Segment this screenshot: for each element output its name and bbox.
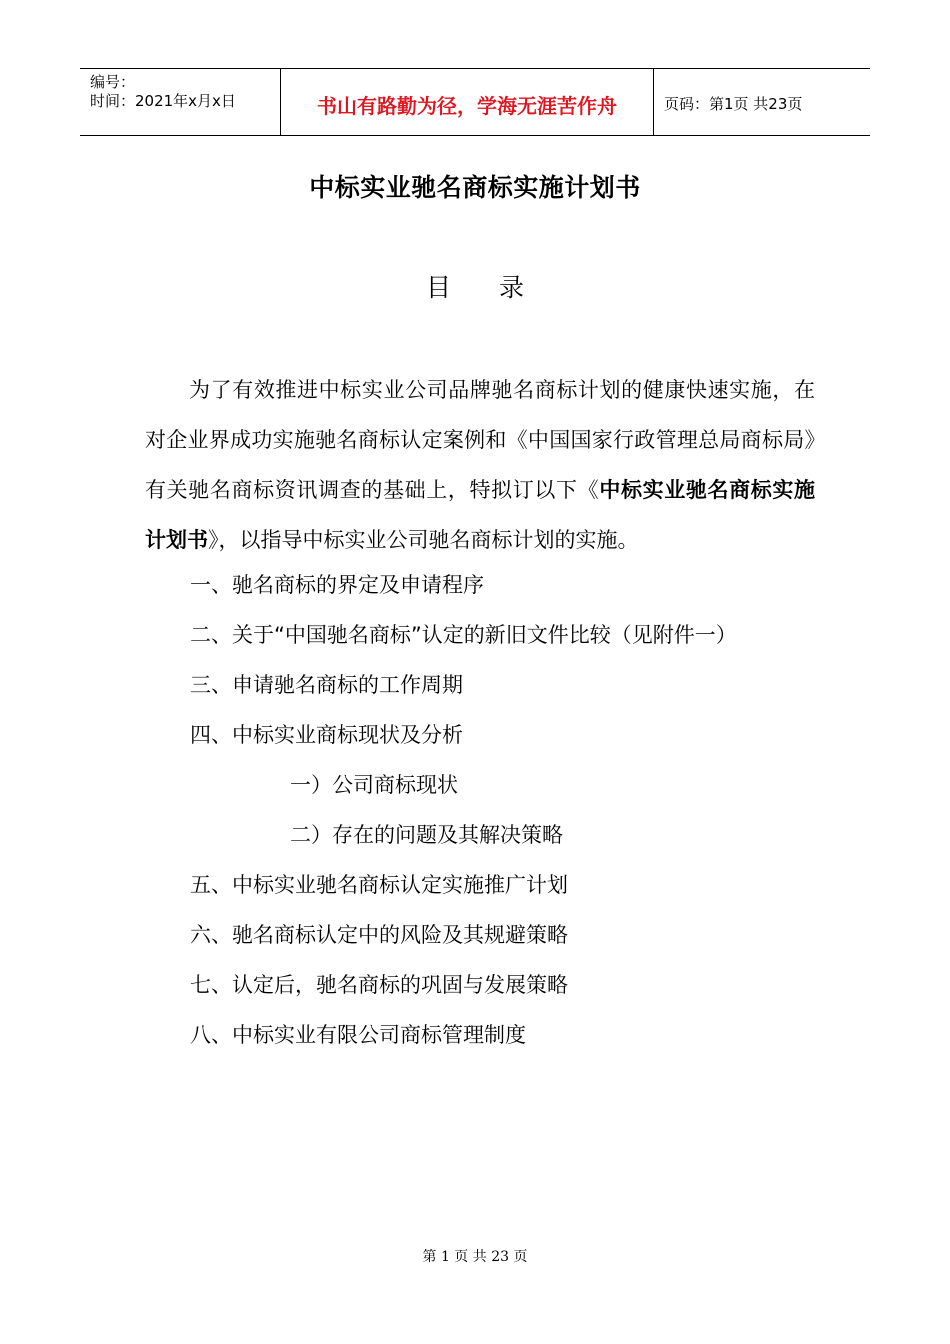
intro-text-part2: 》，以指导中标实业公司驰名商标计划的实施。 xyxy=(208,528,639,552)
toc-item: 四、中标实业商标现状及分析 xyxy=(190,723,463,747)
toc-item: 六、驰名商标认定中的风险及其规避策略 xyxy=(190,923,568,947)
intro-paragraph xyxy=(145,365,815,565)
header-table xyxy=(80,68,870,136)
header-info-cell xyxy=(80,69,281,135)
document-title: 中标实业驰名商标实施计划书 xyxy=(309,173,641,202)
toc-subitem: 一）公司商标现状 xyxy=(290,773,458,797)
header-motto: 书山有路勤为径，学海无涯苦作舟 xyxy=(281,69,654,135)
toc-item: 七、认定后，驰名商标的巩固与发展策略 xyxy=(190,973,568,997)
toc-item: 一、驰名商标的界定及申请程序 xyxy=(190,573,484,597)
document-time-label: 时间：2021年x月x日 xyxy=(90,92,236,110)
toc-item: 二、关于“中国驰名商标”认定的新旧文件比较（见附件一） xyxy=(190,623,737,647)
intro-text-part1: 为了有效推进中标实业公司品牌驰名商标计划的健康快速实施，在对企业界成功实施驰名商标认定案例和《中国国家行政管理总局商标局》有关驰名商标资讯调查的基础上，特拟订以下《 xyxy=(145,378,815,502)
page-footer: 第 1 页 共 23 页 xyxy=(422,1249,528,1265)
toc-item: 八、中标实业有限公司商标管理制度 xyxy=(190,1023,526,1047)
toc-heading: 目 录 xyxy=(426,273,544,302)
intro-text-bold: 中标实业驰名商标实施计划书 xyxy=(145,478,816,552)
toc-subitem: 二）存在的问题及其解决策略 xyxy=(290,823,563,847)
document-number-label: 编号： xyxy=(90,73,136,91)
header-page-info: 页码：第1页 共23页 xyxy=(664,94,803,113)
toc-item: 五、中标实业驰名商标认定实施推广计划 xyxy=(190,873,568,897)
toc-item: 三、申请驰名商标的工作周期 xyxy=(190,673,463,697)
